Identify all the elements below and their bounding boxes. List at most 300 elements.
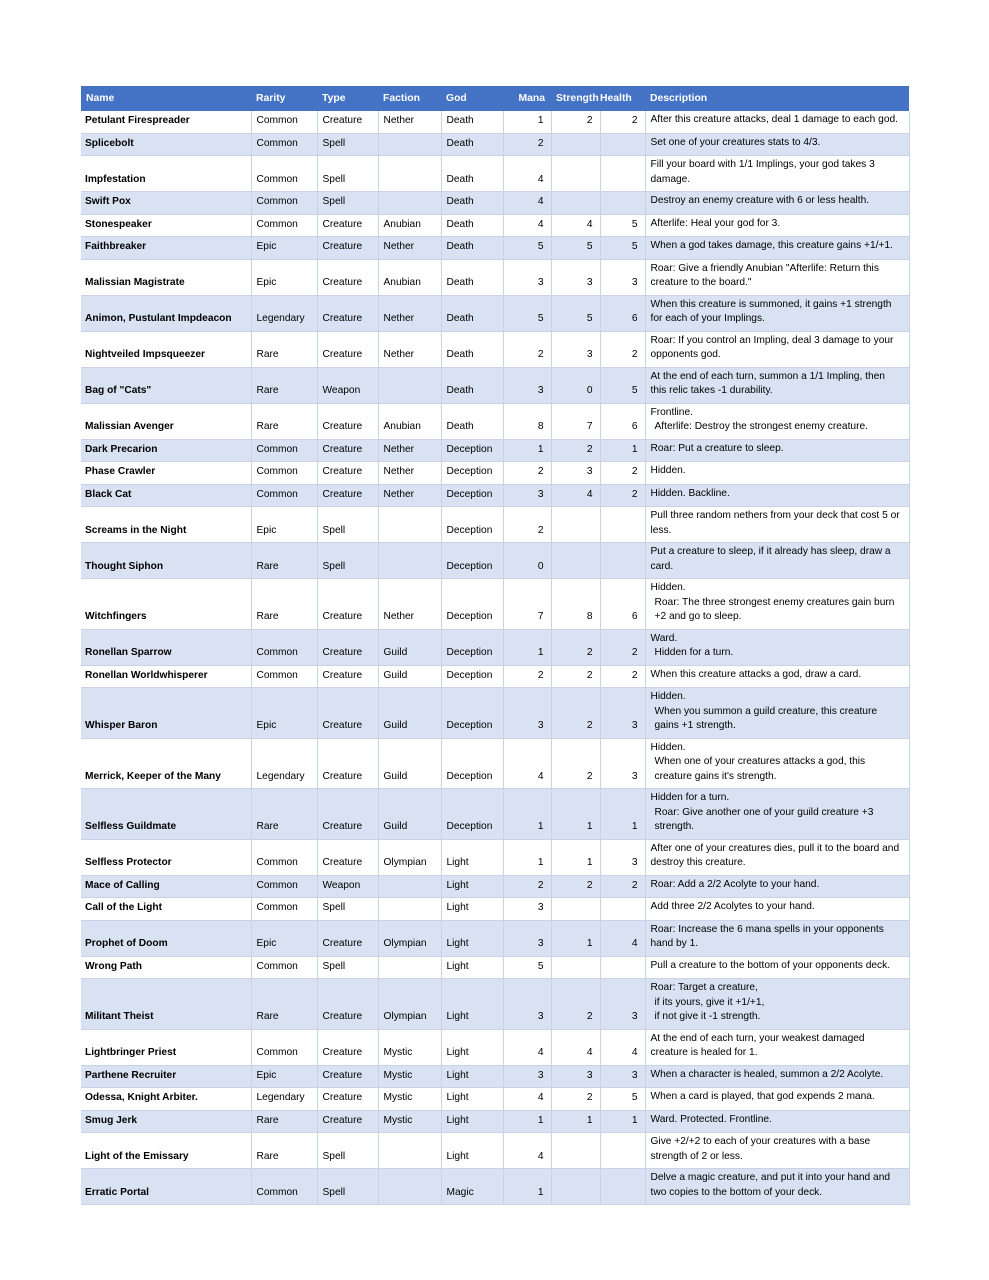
cell-rarity: Common xyxy=(251,898,317,921)
table-row[interactable] xyxy=(81,111,909,133)
cell-type: Creature xyxy=(317,403,378,439)
cell-strength: 5 xyxy=(551,295,600,331)
cell-description: After one of your creatures dies, pull it to the board and destroy this creature. xyxy=(645,839,909,875)
cell-faction xyxy=(378,1133,441,1169)
column-header-type[interactable]: Type xyxy=(317,86,378,111)
cell-faction: Guild xyxy=(378,629,441,665)
cell-faction: Guild xyxy=(378,688,441,739)
cell-god: Death xyxy=(441,237,503,260)
cell-mana: 3 xyxy=(503,920,551,956)
cell-mana: 3 xyxy=(503,688,551,739)
cell-type: Creature xyxy=(317,295,378,331)
cell-rarity: Common xyxy=(251,956,317,979)
cell-god: Death xyxy=(441,156,503,192)
table-row[interactable] xyxy=(81,1029,909,1065)
description-line: Roar: The three strongest enemy creatures gain burn +2 and go to sleep. xyxy=(654,596,895,622)
table-row[interactable] xyxy=(81,738,909,789)
table-row[interactable] xyxy=(81,665,909,688)
cell-description: Delve a magic creature, and put it into your hand and two copies to the bottom of your deck. xyxy=(645,1169,909,1205)
cell-type: Creature xyxy=(317,484,378,507)
cell-rarity: Legendary xyxy=(251,295,317,331)
cell-description xyxy=(645,688,909,739)
cell-faction: Nether xyxy=(378,484,441,507)
table-row[interactable] xyxy=(81,688,909,739)
cell-health xyxy=(600,133,645,156)
cell-strength: 4 xyxy=(551,1029,600,1065)
cell-god: Light xyxy=(441,920,503,956)
cell-description: Roar: Add a 2/2 Acolyte to your hand. xyxy=(645,875,909,898)
cell-faction: Nether xyxy=(378,439,441,462)
table-row[interactable] xyxy=(81,507,909,543)
cell-god: Death xyxy=(441,214,503,237)
cell-health: 6 xyxy=(600,295,645,331)
cell-mana: 4 xyxy=(503,214,551,237)
table-row[interactable] xyxy=(81,237,909,260)
table-row[interactable] xyxy=(81,192,909,215)
cell-strength: 2 xyxy=(551,629,600,665)
cell-faction: Guild xyxy=(378,665,441,688)
cell-faction: Nether xyxy=(378,462,441,485)
table-row[interactable] xyxy=(81,920,909,956)
cell-faction: Nether xyxy=(378,237,441,260)
cell-mana: 1 xyxy=(503,1169,551,1205)
cell-health: 5 xyxy=(600,367,645,403)
cell-mana: 1 xyxy=(503,839,551,875)
cell-name: Thought Siphon xyxy=(81,543,251,579)
cell-type: Spell xyxy=(317,1169,378,1205)
cell-mana: 8 xyxy=(503,403,551,439)
cell-name: Whisper Baron xyxy=(81,688,251,739)
cell-god: Death xyxy=(441,111,503,133)
cell-description xyxy=(645,979,909,1030)
cell-rarity: Common xyxy=(251,875,317,898)
cell-mana: 2 xyxy=(503,462,551,485)
cell-faction xyxy=(378,507,441,543)
cell-strength: 3 xyxy=(551,1065,600,1088)
description-line: Roar: Give another one of your guild creature +3 strength. xyxy=(654,806,874,832)
table-row[interactable] xyxy=(81,295,909,331)
cell-rarity: Common xyxy=(251,133,317,156)
cell-name: Militant Theist xyxy=(81,979,251,1030)
cell-faction: Anubian xyxy=(378,214,441,237)
table-row[interactable] xyxy=(81,331,909,367)
cell-description: Afterlife: Heal your god for 3. xyxy=(645,214,909,237)
cell-rarity: Epic xyxy=(251,259,317,295)
table-row[interactable] xyxy=(81,579,909,630)
table-row[interactable] xyxy=(81,133,909,156)
column-header-mana[interactable]: Mana xyxy=(503,86,551,111)
table-header-row xyxy=(81,86,909,111)
cell-description: Ward. Protected. Frontline. xyxy=(645,1110,909,1133)
cell-type: Creature xyxy=(317,789,378,840)
cell-description: Destroy an enemy creature with 6 or less health. xyxy=(645,192,909,215)
cell-type: Creature xyxy=(317,439,378,462)
cell-god: Light xyxy=(441,956,503,979)
cell-type: Creature xyxy=(317,259,378,295)
cell-name: Parthene Recruiter xyxy=(81,1065,251,1088)
cell-name: Prophet of Doom xyxy=(81,920,251,956)
column-header-health[interactable]: Health xyxy=(600,86,645,111)
cell-god: Deception xyxy=(441,462,503,485)
cell-strength xyxy=(551,156,600,192)
description-line: Hidden. xyxy=(650,582,686,593)
cell-strength xyxy=(551,133,600,156)
cell-description: After this creature attacks, deal 1 damage to each god. xyxy=(645,111,909,133)
cell-strength: 2 xyxy=(551,738,600,789)
cell-strength: 1 xyxy=(551,789,600,840)
table-row[interactable] xyxy=(81,1169,909,1205)
cell-faction: Guild xyxy=(378,738,441,789)
cell-god: Death xyxy=(441,192,503,215)
cell-mana: 3 xyxy=(503,367,551,403)
cell-faction: Olympian xyxy=(378,920,441,956)
cell-faction xyxy=(378,956,441,979)
cell-god: Deception xyxy=(441,665,503,688)
cell-description xyxy=(645,629,909,665)
cell-rarity: Common xyxy=(251,839,317,875)
cell-strength: 4 xyxy=(551,214,600,237)
cell-strength xyxy=(551,507,600,543)
cell-description: When a card is played, that god expends 2 mana. xyxy=(645,1088,909,1111)
cell-mana: 1 xyxy=(503,629,551,665)
table-row[interactable] xyxy=(81,259,909,295)
table-row[interactable] xyxy=(81,214,909,237)
cell-type: Creature xyxy=(317,1065,378,1088)
cell-mana: 5 xyxy=(503,956,551,979)
cell-rarity: Rare xyxy=(251,367,317,403)
cell-type: Creature xyxy=(317,920,378,956)
cell-description xyxy=(645,789,909,840)
cell-god: Light xyxy=(441,875,503,898)
column-header-faction[interactable]: Faction xyxy=(378,86,441,111)
cell-strength: 2 xyxy=(551,1088,600,1111)
cell-health: 3 xyxy=(600,1065,645,1088)
cell-mana: 3 xyxy=(503,259,551,295)
cell-health xyxy=(600,956,645,979)
cell-description: Fill your board with 1/1 Implings, your god takes 3 damage. xyxy=(645,156,909,192)
card-reference-table xyxy=(81,86,910,1205)
cell-name: Call of the Light xyxy=(81,898,251,921)
cell-health: 1 xyxy=(600,1110,645,1133)
cell-strength xyxy=(551,192,600,215)
cell-name: Stonespeaker xyxy=(81,214,251,237)
cell-mana: 7 xyxy=(503,579,551,630)
cell-strength xyxy=(551,956,600,979)
cell-health: 2 xyxy=(600,629,645,665)
cell-rarity: Epic xyxy=(251,1065,317,1088)
cell-type: Spell xyxy=(317,507,378,543)
cell-faction xyxy=(378,1169,441,1205)
cell-god: Death xyxy=(441,133,503,156)
cell-strength: 1 xyxy=(551,839,600,875)
cell-name: Splicebolt xyxy=(81,133,251,156)
table-row[interactable] xyxy=(81,1110,909,1133)
cell-name: Malissian Magistrate xyxy=(81,259,251,295)
description-line: Hidden for a turn. xyxy=(654,647,734,658)
cell-description xyxy=(645,738,909,789)
cell-faction: Nether xyxy=(378,331,441,367)
table-row[interactable] xyxy=(81,629,909,665)
cell-strength: 3 xyxy=(551,462,600,485)
cell-name: Ronellan Sparrow xyxy=(81,629,251,665)
table-row[interactable] xyxy=(81,543,909,579)
cell-description: Hidden. Backline. xyxy=(645,484,909,507)
cell-type: Spell xyxy=(317,1133,378,1169)
cell-description: Roar: Put a creature to sleep. xyxy=(645,439,909,462)
cell-health: 4 xyxy=(600,1029,645,1065)
cell-name: Light of the Emissary xyxy=(81,1133,251,1169)
table-row[interactable] xyxy=(81,789,909,840)
cell-faction: Nether xyxy=(378,295,441,331)
column-header-rarity[interactable]: Rarity xyxy=(251,86,317,111)
cell-strength xyxy=(551,543,600,579)
cell-god: Deception xyxy=(441,579,503,630)
cell-god: Deception xyxy=(441,507,503,543)
cell-rarity: Rare xyxy=(251,331,317,367)
cell-mana: 1 xyxy=(503,439,551,462)
cell-god: Deception xyxy=(441,629,503,665)
cell-rarity: Common xyxy=(251,192,317,215)
cell-type: Creature xyxy=(317,214,378,237)
cell-name: Phase Crawler xyxy=(81,462,251,485)
cell-description: Put a creature to sleep, if it already has sleep, draw a card. xyxy=(645,543,909,579)
cell-health: 6 xyxy=(600,403,645,439)
cell-strength: 2 xyxy=(551,979,600,1030)
cell-name: Bag of "Cats" xyxy=(81,367,251,403)
cell-health: 5 xyxy=(600,237,645,260)
table-row[interactable] xyxy=(81,1065,909,1088)
cell-health: 3 xyxy=(600,259,645,295)
cell-strength xyxy=(551,898,600,921)
cell-name: Wrong Path xyxy=(81,956,251,979)
cell-faction: Mystic xyxy=(378,1110,441,1133)
cell-description: At the end of each turn, summon a 1/1 Impling, then this relic takes -1 durability. xyxy=(645,367,909,403)
cell-type: Creature xyxy=(317,1029,378,1065)
cell-health: 2 xyxy=(600,462,645,485)
cell-health xyxy=(600,543,645,579)
description-line: Afterlife: Destroy the strongest enemy creature. xyxy=(654,421,868,432)
table-row[interactable] xyxy=(81,462,909,485)
column-header-strength[interactable]: Strength xyxy=(551,86,600,111)
cell-mana: 2 xyxy=(503,507,551,543)
cell-name: Lightbringer Priest xyxy=(81,1029,251,1065)
cell-description: Roar: Increase the 6 mana spells in your opponents hand by 1. xyxy=(645,920,909,956)
cell-name: Nightveiled Impsqueezer xyxy=(81,331,251,367)
cell-faction: Olympian xyxy=(378,979,441,1030)
cell-mana: 2 xyxy=(503,875,551,898)
cell-health: 2 xyxy=(600,875,645,898)
cell-type: Spell xyxy=(317,133,378,156)
cell-health: 1 xyxy=(600,439,645,462)
cell-faction: Mystic xyxy=(378,1065,441,1088)
cell-rarity: Epic xyxy=(251,237,317,260)
table-row[interactable] xyxy=(81,898,909,921)
cell-rarity: Common xyxy=(251,1169,317,1205)
cell-faction: Nether xyxy=(378,579,441,630)
cell-faction xyxy=(378,156,441,192)
cell-mana: 3 xyxy=(503,898,551,921)
cell-god: Death xyxy=(441,367,503,403)
cell-name: Mace of Calling xyxy=(81,875,251,898)
cell-strength: 2 xyxy=(551,111,600,133)
table-body xyxy=(81,111,909,1205)
cell-god: Deception xyxy=(441,789,503,840)
cell-health: 2 xyxy=(600,484,645,507)
cell-type: Weapon xyxy=(317,367,378,403)
description-line: Hidden. xyxy=(650,741,686,753)
cell-name: Dark Precarion xyxy=(81,439,251,462)
cell-rarity: Common xyxy=(251,214,317,237)
cell-mana: 1 xyxy=(503,789,551,840)
cell-name: Malissian Avenger xyxy=(81,403,251,439)
cell-god: Deception xyxy=(441,484,503,507)
table-row[interactable] xyxy=(81,979,909,1030)
cell-rarity: Rare xyxy=(251,789,317,840)
cell-strength: 2 xyxy=(551,665,600,688)
cell-name: Petulant Firespreader xyxy=(81,111,251,133)
cell-faction xyxy=(378,898,441,921)
cell-mana: 2 xyxy=(503,133,551,156)
cell-mana: 1 xyxy=(503,1110,551,1133)
cell-description: When this creature attacks a god, draw a card. xyxy=(645,665,909,688)
cell-god: Light xyxy=(441,839,503,875)
cell-name: Selfless Guildmate xyxy=(81,789,251,840)
cell-rarity: Epic xyxy=(251,507,317,543)
cell-mana: 4 xyxy=(503,1133,551,1169)
cell-god: Death xyxy=(441,331,503,367)
column-header-god[interactable]: God xyxy=(441,86,503,111)
cell-faction: Olympian xyxy=(378,839,441,875)
cell-rarity: Rare xyxy=(251,1133,317,1169)
cell-faction xyxy=(378,367,441,403)
cell-strength: 7 xyxy=(551,403,600,439)
cell-strength: 2 xyxy=(551,688,600,739)
cell-rarity: Epic xyxy=(251,688,317,739)
description-line: Hidden. xyxy=(650,691,686,702)
table-row[interactable] xyxy=(81,439,909,462)
cell-name: Swift Pox xyxy=(81,192,251,215)
column-header-description[interactable]: Description xyxy=(645,86,909,111)
cell-name: Selfless Protector xyxy=(81,839,251,875)
cell-rarity: Epic xyxy=(251,920,317,956)
cell-health: 2 xyxy=(600,331,645,367)
cell-strength: 4 xyxy=(551,484,600,507)
cell-mana: 4 xyxy=(503,156,551,192)
cell-health: 4 xyxy=(600,920,645,956)
cell-mana: 3 xyxy=(503,484,551,507)
cell-name: Erratic Portal xyxy=(81,1169,251,1205)
cell-rarity: Common xyxy=(251,462,317,485)
cell-god: Death xyxy=(441,295,503,331)
cell-type: Creature xyxy=(317,237,378,260)
cell-faction xyxy=(378,875,441,898)
cell-description: Pull a creature to the bottom of your opponents deck. xyxy=(645,956,909,979)
cell-description: When a character is healed, summon a 2/2 Acolyte. xyxy=(645,1065,909,1088)
cell-name: Impfestation xyxy=(81,156,251,192)
table-row[interactable] xyxy=(81,1133,909,1169)
cell-strength: 5 xyxy=(551,237,600,260)
cell-strength: 8 xyxy=(551,579,600,630)
cell-rarity: Rare xyxy=(251,579,317,630)
cell-rarity: Legendary xyxy=(251,738,317,789)
cell-rarity: Rare xyxy=(251,543,317,579)
table-row[interactable] xyxy=(81,875,909,898)
cell-strength: 3 xyxy=(551,259,600,295)
cell-health: 3 xyxy=(600,688,645,739)
cell-name: Odessa, Knight Arbiter. xyxy=(81,1088,251,1111)
cell-health: 2 xyxy=(600,111,645,133)
table-row[interactable] xyxy=(81,484,909,507)
description-line: Roar: Target a creature, xyxy=(650,982,758,993)
column-header-name[interactable]: Name xyxy=(81,86,251,111)
cell-god: Light xyxy=(441,979,503,1030)
cell-mana: 5 xyxy=(503,295,551,331)
cell-health xyxy=(600,192,645,215)
cell-health: 3 xyxy=(600,839,645,875)
cell-health xyxy=(600,156,645,192)
cell-strength: 3 xyxy=(551,331,600,367)
cell-health: 5 xyxy=(600,214,645,237)
description-line: if its yours, give it +1/+1, xyxy=(654,996,765,1008)
cell-type: Creature xyxy=(317,331,378,367)
cell-rarity: Common xyxy=(251,111,317,133)
cell-mana: 2 xyxy=(503,665,551,688)
cell-name: Faithbreaker xyxy=(81,237,251,260)
cell-description: When this creature is summoned, it gains +1 strength for each of your Implings. xyxy=(645,295,909,331)
cell-description xyxy=(645,403,909,439)
table-row[interactable] xyxy=(81,1088,909,1111)
cell-faction: Anubian xyxy=(378,259,441,295)
cell-god: Light xyxy=(441,1133,503,1169)
cell-mana: 4 xyxy=(503,1029,551,1065)
table-row[interactable] xyxy=(81,367,909,403)
cell-mana: 4 xyxy=(503,192,551,215)
cell-mana: 0 xyxy=(503,543,551,579)
cell-name: Black Cat xyxy=(81,484,251,507)
cell-god: Magic xyxy=(441,1169,503,1205)
table-row[interactable] xyxy=(81,403,909,439)
table-row[interactable] xyxy=(81,839,909,875)
table-row[interactable] xyxy=(81,156,909,192)
cell-god: Death xyxy=(441,259,503,295)
cell-type: Creature xyxy=(317,738,378,789)
cell-name: Smug Jerk xyxy=(81,1110,251,1133)
cell-strength xyxy=(551,1133,600,1169)
cell-type: Creature xyxy=(317,688,378,739)
cell-health: 5 xyxy=(600,1088,645,1111)
cell-name: Merrick, Keeper of the Many xyxy=(81,738,251,789)
table-row[interactable] xyxy=(81,956,909,979)
cell-rarity: Rare xyxy=(251,1110,317,1133)
cell-god: Light xyxy=(441,1110,503,1133)
cell-description: Hidden. xyxy=(645,462,909,485)
description-line: Hidden for a turn. xyxy=(650,792,730,803)
cell-description: Roar: If you control an Impling, deal 3 damage to your opponents god. xyxy=(645,331,909,367)
cell-health: 1 xyxy=(600,789,645,840)
cell-strength: 1 xyxy=(551,920,600,956)
cell-description: Give +2/+2 to each of your creatures with a base strength of 2 or less. xyxy=(645,1133,909,1169)
cell-type: Creature xyxy=(317,665,378,688)
cell-description: Pull three random nethers from your deck that cost 5 or less. xyxy=(645,507,909,543)
cell-rarity: Rare xyxy=(251,403,317,439)
cell-strength: 1 xyxy=(551,1110,600,1133)
cell-god: Light xyxy=(441,1065,503,1088)
cell-type: Creature xyxy=(317,462,378,485)
cell-rarity: Common xyxy=(251,629,317,665)
card-reference-table-container xyxy=(81,86,909,1205)
cell-rarity: Common xyxy=(251,484,317,507)
cell-faction: Mystic xyxy=(378,1088,441,1111)
